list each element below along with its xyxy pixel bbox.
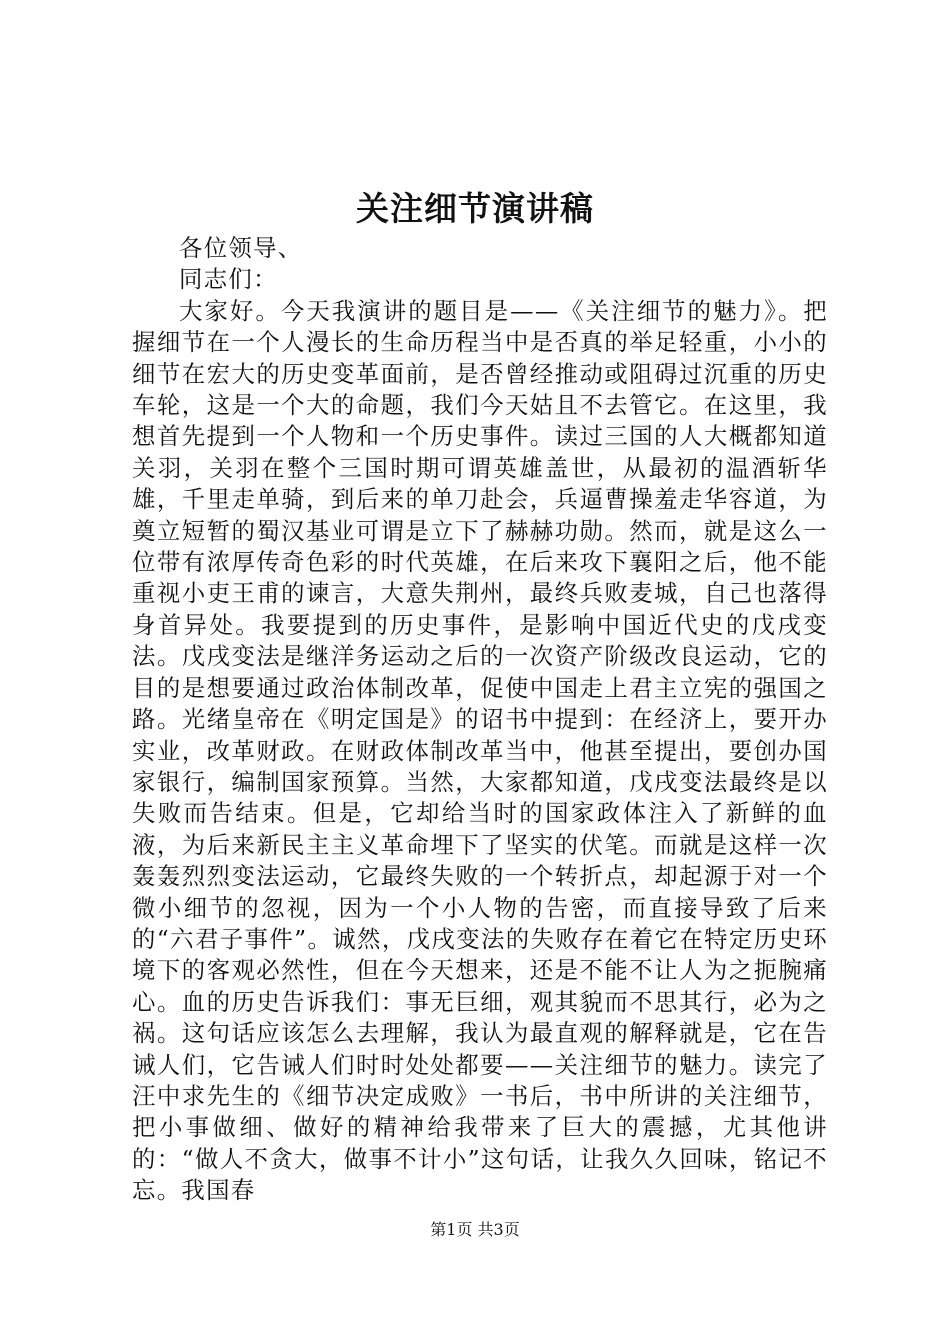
body-paragraph: 大家好。今天我演讲的题目是——《关注细节的魅力》。把握细节在一个人漫长的生命历程当中是否真的举足轻重，小小的细节在宏大的历史变革面前，是否曾经推动或阻碍过沉重的历史车轮，这是一个大的命题，我们今天姑且不去管它。在这里，我想首先提到一个人物和一个历史事件。读过三国的人大概都知道关羽，关羽在整个三国时期可谓英雄盖世，从最初的温酒斩华雄，千里走单骑，到后来的单刀赴会，兵逼曹操羞走华容道，为奠立短暂的蜀汉基业可谓是立下了赫赫功勋。然而，就是这么一位带有浓厚传奇色彩的时代英雄，在后来攻下襄阳之后，他不能重视小吏王甫的谏言，大意失荆州，最终兵败麦城，自己也落得身首异处。我要提到的历史事件，是影响中国近代史的戊戌变法。戊戌变法是继洋务运动之后的一次资产阶级改良运动，它的目的是想要通过政治体制改革，促使中国走上君主立宪的强国之路。光绪皇帝在《明定国是》的诏书中提到：在经济上，要开办实业，改革财政。在财政体制改革当中，他甚至提出，要创办国家银行，编制国家预算。当然，大家都知道，戊戌变法最终是以失败而告结束。但是，它却给当时的国家政体注入了新鲜的血液，为后来新民主主义革命埋下了坚实的伏笔。而就是这样一次轰轰烈烈变法运动，它最终失败的一个转折点，却起源于对一个微小细节的忽视，因为一个小人物的告密，而直接导致了后来的“六君子事件”。诚然，戊戌变法的失败存在着它在特定历史环境下的客观必然性，但在今天想来，还是不能不让人为之扼腕痛心。血的历史告诉我们：事无巨细，观其貌而不思其行，必为之祸。这句话应该怎么去理解，我认为最直观的解释就是，它在告诫人们，它告诫人们时时处处都要——关注细节的魅力。读完了汪中求先生的《细节决定成败》一书后，书中所讲的关注细节，把小事做细、做好的精神给我带来了巨大的震撼，尤其他讲的：“做人不贪大，做事不计小”这句话，让我久久回味，铭记不忘。我国春 — [132, 296, 828, 1205]
document-title: 关注细节演讲稿 — [356, 189, 594, 228]
salutation-line-1: 各位领导、 — [179, 234, 303, 262]
page-footer: 第1页 共3页 — [430, 1220, 520, 1239]
salutation-line-2: 同志们： — [179, 265, 278, 294]
document-body — [132, 233, 828, 1207]
